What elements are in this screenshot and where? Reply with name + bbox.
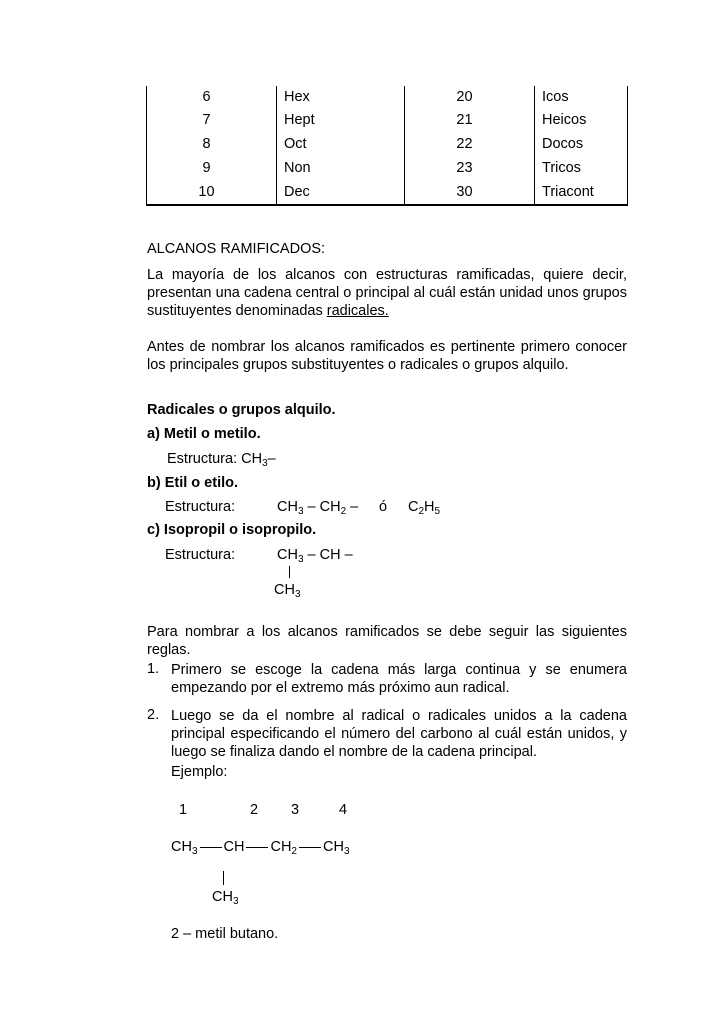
prefix-cell-prefix: Non [277, 156, 405, 180]
rule-2-text: Luego se da el nombre al radical o radicales unidos a la cadena principal especificando el número del carbono al cuál están unidos, y luego se finaliza dando el nombre de la cadena principal. [171, 708, 627, 760]
radical-c-formula: $CH_3$ – CH – [277, 547, 353, 565]
radical-a-title: a) Metil o metilo. [147, 426, 261, 442]
radicals-title: Radicales o grupos alquilo. [147, 402, 336, 418]
rule-2-num: 2. [147, 707, 160, 723]
example-label: Ejemplo: [171, 764, 228, 780]
prefix-cell-n2: 21 [405, 108, 535, 132]
prefix-row [147, 180, 628, 205]
prefix-cell-n: 6 [147, 86, 277, 108]
prefix-row [147, 156, 628, 180]
second-paragraph: Antes de nombrar los alcanos ramificados es pertinente primero conocer los principales grupos substituyentes o radicales o grupos alquilo. [147, 339, 627, 373]
radical-b-alt: $C_2H_5$ [408, 499, 441, 517]
prefix-cell-n: 10 [147, 180, 277, 205]
radical-b-label: Estructura: [165, 499, 236, 515]
prefix-cell-prefix: Oct [277, 132, 405, 156]
section-title: ALCANOS RAMIFICADOS: [147, 241, 326, 257]
radical-c-bond [289, 566, 290, 578]
prefix-cell-n2: 23 [405, 156, 535, 180]
carbon-number-4: 4 [339, 802, 348, 818]
prefix-table [146, 86, 628, 206]
example-branch: $CH_3$ [212, 889, 239, 907]
prefix-cell-n2: 20 [405, 86, 535, 108]
prefix-cell-prefix2: Triacont [535, 180, 628, 205]
prefix-row [147, 132, 628, 156]
radical-c-label: Estructura: [165, 547, 236, 563]
radical-a-structure: Estructura: $CH_3-$ [167, 451, 276, 469]
prefix-cell-n2: 30 [405, 180, 535, 205]
radicales-term: radicales. [326, 303, 389, 319]
example-chain: $CH_3$ CH $CH_2$ $CH_3$ [171, 839, 350, 857]
carbon-number-2: 2 [250, 802, 259, 818]
carbon-number-3: 3 [291, 802, 300, 818]
prefix-cell-n2: 22 [405, 132, 535, 156]
radical-c-branch: $CH_3$ [274, 582, 301, 600]
intro-text: La mayoría de los alcanos con estructuras ramificadas, quiere decir, presentan una cadena central o principal al cuál están unidad unos grupos sustituyentes denominadas [147, 267, 627, 319]
carbon-number-1: 1 [179, 802, 188, 818]
prefix-cell-prefix2: Docos [535, 132, 628, 156]
radical-b-formula: $CH_3 - CH_2$ – [277, 499, 359, 517]
example-name: 2 – metil butano. [171, 926, 279, 942]
prefix-cell-n: 7 [147, 108, 277, 132]
radical-b-title: b) Etil o etilo. [147, 475, 239, 491]
prefix-cell-prefix2: Heicos [535, 108, 628, 132]
prefix-row [147, 86, 628, 108]
prefix-cell-prefix: Dec [277, 180, 405, 205]
rule-1-num: 1. [147, 661, 160, 677]
prefix-row [147, 108, 628, 132]
prefix-cell-n: 8 [147, 132, 277, 156]
prefix-cell-prefix: Hex [277, 86, 405, 108]
prefix-cell-prefix: Hept [277, 108, 405, 132]
radical-b-or: ó [379, 499, 388, 515]
example-branch-bond [223, 871, 224, 885]
intro-paragraph [147, 266, 627, 320]
prefix-cell-n: 9 [147, 156, 277, 180]
rules-intro: Para nombrar a los alcanos ramificados se debe seguir las siguientes reglas. [147, 624, 627, 658]
radical-c-title: c) Isopropil o isopropilo. [147, 522, 317, 538]
prefix-cell-prefix2: Icos [535, 86, 628, 108]
rule-1-text: Primero se escoge la cadena más larga continua y se enumera empezando por el extremo más próximo aun radical. [171, 662, 627, 696]
prefix-cell-prefix2: Tricos [535, 156, 628, 180]
